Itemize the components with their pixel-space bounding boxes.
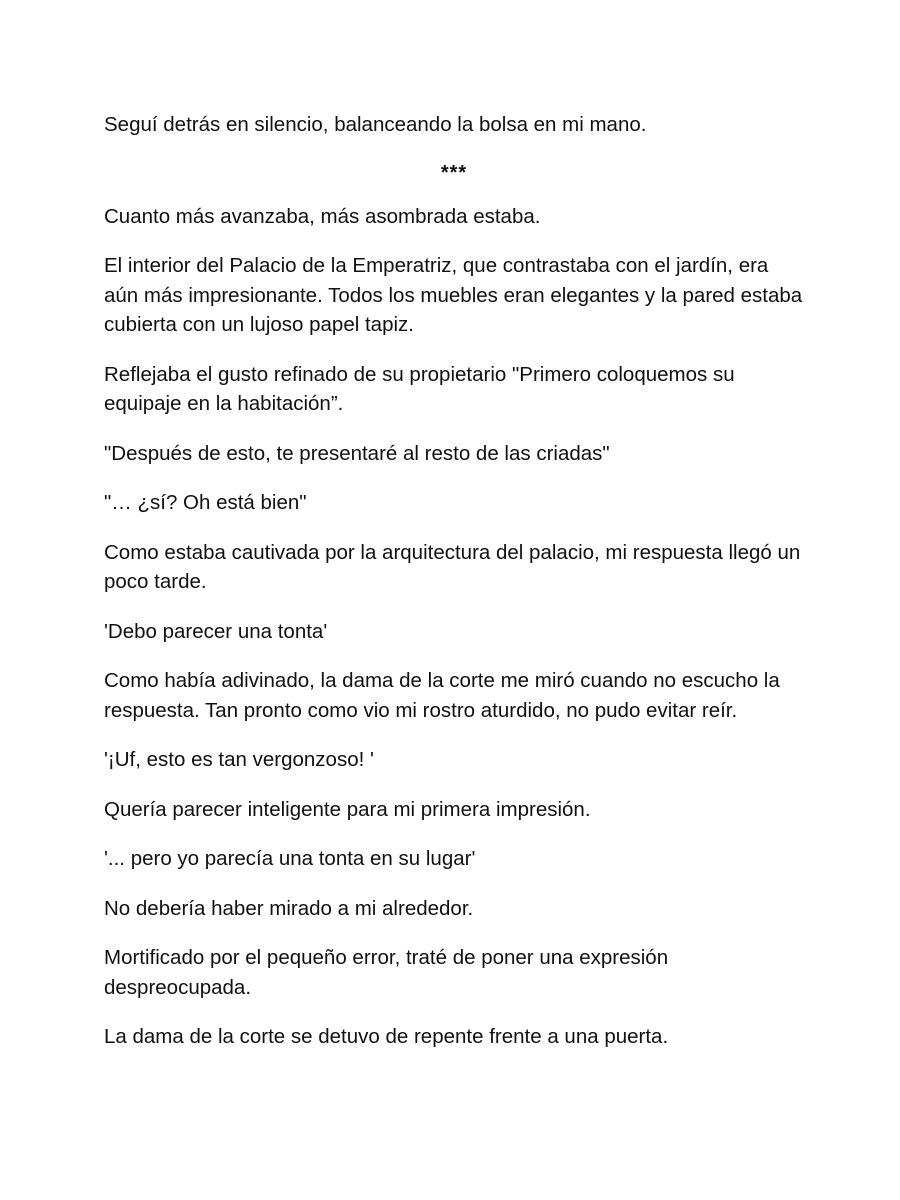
paragraph: '¡Uf, esto es tan vergonzoso! ' [104, 748, 374, 771]
paragraph: Quería parecer inteligente para mi primera impresión. [104, 797, 591, 821]
document-body [104, 110, 804, 1072]
scene-separator: *** [440, 161, 468, 184]
paragraph: Cuanto más avanzaba, más asombrada estaba. [104, 204, 541, 228]
paragraph: Mortificado por el pequeño error, traté de poner una expresión despreocupada. [104, 946, 669, 999]
paragraph: La dama de la corte se detuvo de repente frente a una puerta. [104, 1025, 669, 1048]
paragraph: "Después de esto, te presentaré al resto de las criadas" [104, 441, 610, 465]
paragraph: El interior del Palacio de la Emperatriz, que contrastaba con el jardín, era aún más impresionante. Todos los muebles eran elegantes y la pared estaba cubierta con un lujoso papel tapiz. [104, 254, 803, 336]
paragraph: Reflejaba el gusto refinado de su propietario "Primero coloquemos su equipaje en la habitación”. [104, 362, 735, 415]
paragraph: Seguí detrás en silencio, balanceando la bolsa en mi mano. [104, 113, 647, 136]
paragraph: Como estaba cautivada por la arquitectura del palacio, mi respuesta llegó un poco tarde. [104, 540, 801, 593]
paragraph: 'Debo parecer una tonta' [104, 619, 328, 643]
paragraph: No debería haber mirado a mi alrededor. [104, 896, 474, 920]
paragraph: "… ¿sí? Oh está bien" [104, 491, 307, 514]
paragraph: '... pero yo parecía una tonta en su lugar' [104, 847, 476, 870]
paragraph: Como había adivinado, la dama de la corte me miró cuando no escucho la respuesta. Tan pronto como vio mi rostro aturdido, no pudo evitar reír. [104, 669, 780, 722]
